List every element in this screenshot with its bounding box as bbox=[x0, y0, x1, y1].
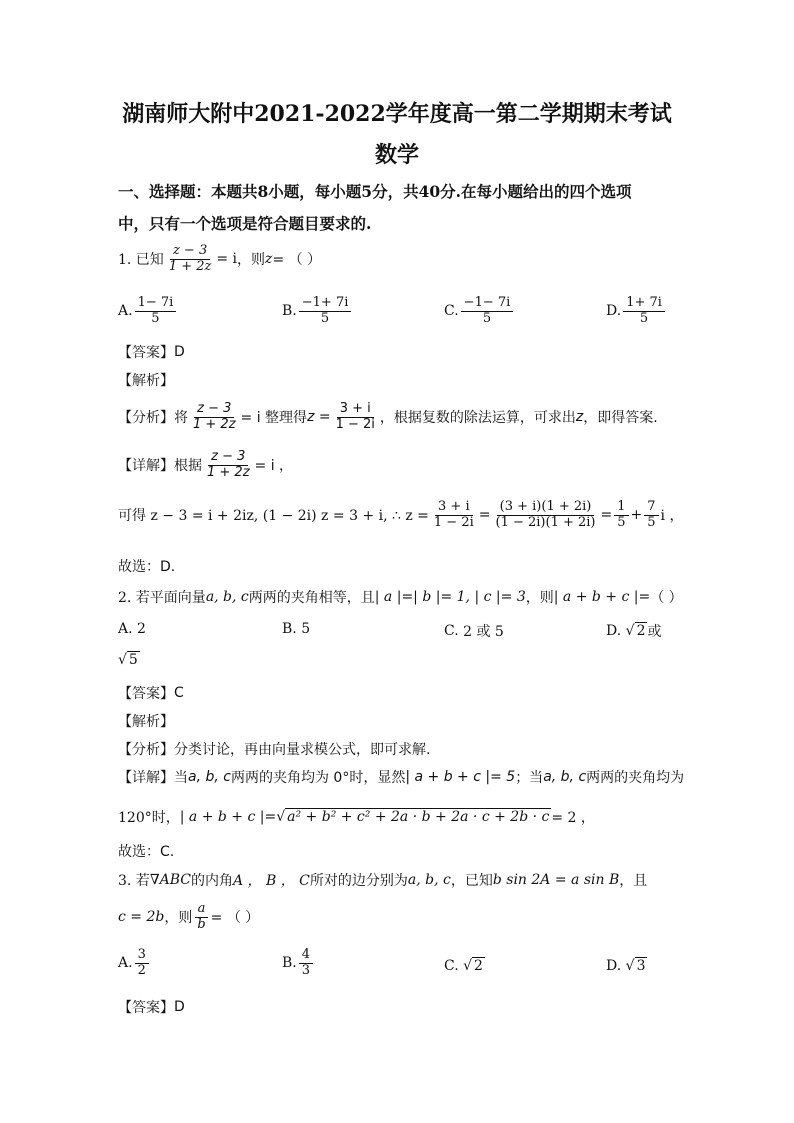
step-frac1 bbox=[431, 500, 477, 531]
frac-den: 1 + 2z bbox=[207, 464, 250, 480]
option-label: D. bbox=[606, 958, 622, 974]
q2-answer bbox=[118, 683, 184, 703]
q1-option-c bbox=[444, 296, 515, 327]
xiangjie-text: 当 bbox=[174, 770, 188, 786]
option-text: 2 bbox=[137, 621, 146, 637]
option-num: 3 bbox=[135, 948, 149, 964]
option-label: D. bbox=[606, 623, 622, 639]
option-label: C. bbox=[444, 958, 459, 974]
q3-mid4: ，且 bbox=[619, 873, 648, 889]
fenxi-tag: 【分析】 bbox=[118, 742, 174, 758]
q1-option-a bbox=[118, 296, 178, 327]
step-frac3 bbox=[614, 500, 628, 531]
option-frac bbox=[623, 296, 665, 327]
sqrt-symbol: √ 5 bbox=[118, 652, 138, 668]
option-label: C. bbox=[444, 303, 459, 320]
xiangjie-text: 根据 bbox=[174, 458, 202, 475]
option-den: 5 bbox=[320, 310, 330, 326]
radicand: 5 bbox=[128, 652, 138, 668]
q3-condition2: c = 2b bbox=[118, 909, 165, 926]
option-label: B. bbox=[282, 303, 297, 320]
q1-frac-den: 1 + 2z bbox=[168, 258, 212, 274]
q2-xiangjie-line2 bbox=[118, 807, 595, 827]
q2-option-b bbox=[282, 621, 310, 637]
exam-subject: 数学 bbox=[374, 142, 419, 168]
exam-title: 湖南师大附中2021-2022学年度高一第二学期期末考试 bbox=[122, 101, 672, 127]
q3-text: = （ ） bbox=[210, 910, 260, 927]
step-frac2 bbox=[493, 500, 599, 531]
frac-num: 3 + i bbox=[435, 500, 473, 516]
xiangjie-formula: | a + b + c |= 5 bbox=[405, 769, 516, 785]
frac-num: (3 + i)(1 + 2i) bbox=[497, 500, 595, 516]
q3-option-b bbox=[282, 948, 315, 979]
option-num: −1− 7i bbox=[461, 296, 514, 312]
answer-value: D bbox=[174, 344, 185, 360]
q3-option-c bbox=[444, 958, 485, 974]
step-text: = bbox=[478, 507, 491, 524]
step-text: = bbox=[600, 507, 613, 524]
option-label: D. bbox=[606, 303, 622, 320]
q1-fraction bbox=[166, 244, 215, 275]
option-label: B. bbox=[282, 955, 297, 972]
answer-tag: 【答案】 bbox=[118, 686, 174, 702]
sqrt-symbol: √ 2 bbox=[463, 958, 483, 974]
q2-option-d bbox=[606, 621, 661, 641]
q2-option-d-wrap bbox=[118, 652, 140, 668]
option-frac bbox=[299, 948, 313, 979]
frac-num: z − 3 bbox=[208, 450, 248, 466]
q3-answer bbox=[118, 997, 185, 1017]
q3-triangle: ∇ABC bbox=[149, 872, 191, 888]
option-den: 5 bbox=[639, 310, 649, 326]
q2-condition: | a |=| b |= 1, | c |= 3 bbox=[374, 589, 526, 605]
q2-choice: 故选：C. bbox=[118, 844, 175, 860]
q2-mid: 两两的夹角相等，且 bbox=[248, 590, 375, 606]
xiangjie-vectors: a, b, c bbox=[188, 769, 231, 785]
frac-num: 3 + i bbox=[337, 402, 374, 418]
xiangjie-text: 两两的夹角均为 0°时，显然 bbox=[230, 770, 406, 786]
option-tail: 或 bbox=[647, 624, 662, 640]
fenxi-frac bbox=[190, 402, 239, 433]
q2-option-c bbox=[444, 621, 504, 641]
q1-solution-step bbox=[118, 500, 683, 531]
q1-analysis-tag: 【解析】 bbox=[118, 373, 174, 389]
q3-stem bbox=[118, 870, 647, 890]
fenxi-text: ，根据复数的除法运算，可求出 bbox=[379, 410, 576, 427]
answer-value: C bbox=[174, 685, 184, 701]
answer-tag: 【答案】 bbox=[118, 1000, 174, 1016]
q1-eq: = i bbox=[216, 251, 238, 268]
frac-num: 7 bbox=[644, 500, 658, 516]
option-frac bbox=[135, 948, 149, 979]
q2-xiangjie bbox=[118, 767, 684, 787]
answer-tag: 【答案】 bbox=[118, 345, 174, 361]
option-label: A. bbox=[118, 303, 133, 320]
frac-den: 5 bbox=[647, 514, 656, 530]
option-text: 5 bbox=[301, 621, 311, 637]
xiangjie-frac bbox=[204, 450, 253, 481]
option-num: 4 bbox=[299, 948, 313, 964]
fenxi-text: z = bbox=[307, 409, 331, 426]
step-formula: | a + b + c |= bbox=[179, 809, 277, 825]
step-text: 可得 z − 3 = i + 2iz, (1 − 2i) z = 3 + i, ∴ z = bbox=[118, 508, 429, 525]
step-text: + bbox=[630, 507, 643, 524]
option-label: B. bbox=[282, 621, 297, 637]
radicand: 2 bbox=[636, 623, 646, 639]
xiangjie-tag: 【详解】 bbox=[118, 770, 174, 786]
option-num: 1+ 7i bbox=[623, 296, 665, 312]
radicand: a² + b² + c² + 2a · b + 2a · c + 2b · c bbox=[287, 809, 550, 825]
fenxi-tag: 【分析】 bbox=[118, 410, 174, 427]
q1-frac-num: z − 3 bbox=[170, 244, 210, 260]
q1-stem bbox=[118, 244, 321, 275]
step-text: = 2 ， bbox=[551, 810, 595, 826]
sqrt-symbol: √ a² + b² + c² + 2a · b + 2a · c + 2b · c bbox=[276, 809, 550, 825]
frac-num: a bbox=[195, 902, 209, 918]
option-text: 2 或 5 bbox=[463, 624, 504, 640]
q1-fenxi bbox=[118, 402, 658, 433]
step-text: i ， bbox=[660, 508, 684, 525]
frac-den: 1 + 2z bbox=[193, 416, 236, 432]
radicand: 3 bbox=[636, 958, 646, 974]
q1-option-d bbox=[606, 296, 667, 327]
frac-den: (1 − 2i)(1 + 2i) bbox=[495, 514, 596, 530]
q3-condition: b sin 2A = a sin B bbox=[492, 872, 620, 888]
sqrt-symbol: √ 3 bbox=[625, 958, 646, 974]
option-frac bbox=[461, 296, 514, 327]
q3-stem-line2 bbox=[118, 902, 259, 933]
xiangjie-text: 两两的夹角均为 bbox=[586, 770, 685, 786]
q3-sides: a, b, c bbox=[407, 872, 451, 888]
fenxi-text: z bbox=[575, 409, 584, 426]
option-label: A. bbox=[118, 621, 133, 637]
q3-fraction bbox=[194, 902, 208, 933]
q3-option-d bbox=[606, 958, 647, 974]
q2-ask: | a + b + c |= bbox=[553, 589, 651, 605]
option-den: 3 bbox=[301, 962, 311, 978]
radicand: 2 bbox=[474, 958, 483, 974]
fenxi-text: 分类讨论，再由向量求模公式，即可求解. bbox=[174, 742, 431, 758]
q3-option-a bbox=[118, 948, 151, 979]
xiangjie-text: = i ， bbox=[254, 458, 294, 475]
frac-den: b bbox=[197, 916, 206, 932]
q2-mid2: ，则 bbox=[525, 590, 554, 606]
q1-suffix: = （ ） bbox=[272, 252, 322, 269]
step-frac4 bbox=[644, 500, 658, 531]
q1-mid: ，则 bbox=[237, 252, 266, 269]
answer-value: D bbox=[174, 999, 185, 1015]
option-label: A. bbox=[118, 955, 133, 972]
q2-analysis-tag: 【解析】 bbox=[118, 714, 174, 730]
q1-answer bbox=[118, 342, 185, 362]
q2-prefix: 2. 若平面向量 bbox=[118, 590, 206, 606]
q2-fenxi bbox=[118, 739, 430, 759]
option-frac bbox=[299, 296, 352, 327]
q1-option-b bbox=[282, 296, 353, 327]
q3-text: ，则 bbox=[164, 910, 193, 927]
q2-option-a bbox=[118, 621, 146, 637]
q1-choice: 故选：D. bbox=[118, 559, 176, 575]
option-den: 5 bbox=[151, 310, 160, 326]
xiangjie-vectors: a, b, c bbox=[543, 769, 587, 785]
xiangjie-tag: 【详解】 bbox=[118, 458, 174, 475]
fenxi-text: 将 bbox=[174, 410, 188, 427]
option-num: −1+ 7i bbox=[299, 296, 352, 312]
option-den: 5 bbox=[482, 310, 492, 326]
q2-suffix: （ ） bbox=[650, 590, 683, 606]
q2-stem bbox=[118, 587, 683, 607]
q1-xiangjie bbox=[118, 450, 293, 481]
section-heading-line2: 中，只有一个选项是符合题目要求的. bbox=[118, 214, 372, 233]
fenxi-frac2 bbox=[333, 402, 378, 433]
q3-mid3: ，已知 bbox=[450, 873, 493, 889]
q3-mid2: 所对的边分别为 bbox=[309, 873, 408, 889]
xiangjie-text: ；当 bbox=[515, 770, 544, 786]
q2-vectors: a, b, c bbox=[205, 589, 249, 605]
option-frac bbox=[135, 296, 177, 327]
fenxi-text: ，即得答案. bbox=[583, 410, 658, 427]
option-label: C. bbox=[444, 623, 459, 639]
q3-mid: 的内角 bbox=[190, 873, 233, 889]
frac-den: 1 − 2i bbox=[433, 514, 474, 530]
fenxi-text: = i 整理得 bbox=[240, 410, 308, 427]
q1-prefix: 1. 已知 bbox=[118, 252, 164, 269]
option-num: 1− 7i bbox=[135, 296, 177, 312]
q3-prefix: 3. 若 bbox=[118, 873, 150, 889]
frac-den: 5 bbox=[617, 514, 626, 530]
frac-num: 1 bbox=[614, 500, 628, 516]
q1-var: z bbox=[265, 251, 273, 268]
option-den: 2 bbox=[137, 962, 146, 978]
step-text: 120°时， bbox=[118, 810, 180, 826]
sqrt-symbol: √ 2 bbox=[625, 623, 646, 639]
frac-num: z − 3 bbox=[194, 402, 234, 418]
frac-den: 1 − 2i bbox=[335, 416, 375, 432]
section-heading-line1: 一、选择题：本题共8小题，每小题5分，共40分.在每小题给出的四个选项 bbox=[118, 182, 632, 201]
q3-angles: A ， B ， C bbox=[232, 873, 310, 889]
